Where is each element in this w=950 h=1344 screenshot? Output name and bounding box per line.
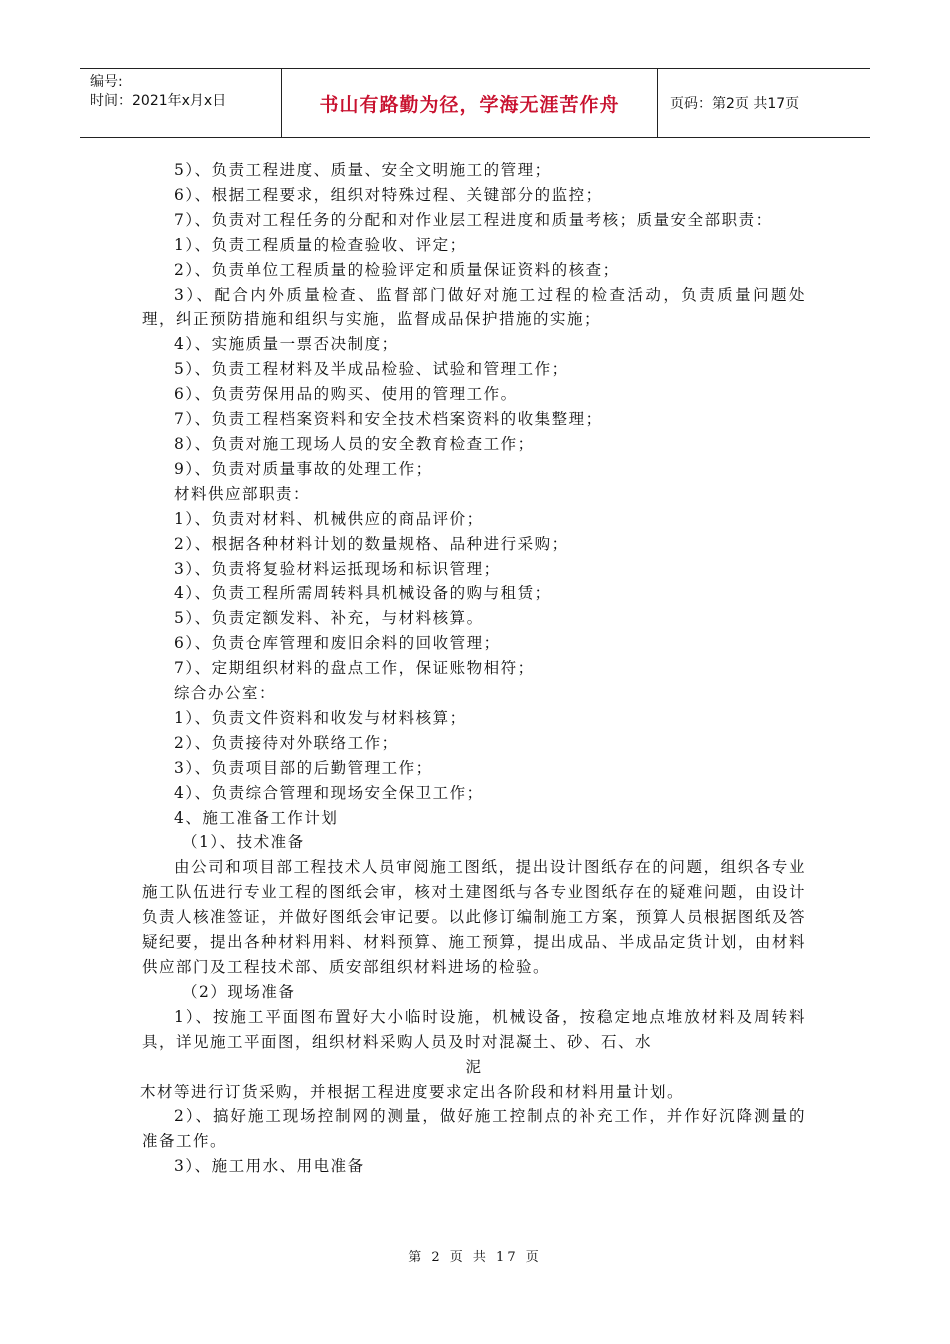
- paragraph: 3）、负责项目部的后勤管理工作；: [174, 758, 433, 777]
- section-heading: 综合办公室：: [174, 684, 277, 703]
- subsection-heading: （2）现场准备: [182, 982, 296, 1001]
- header-meta: [80, 69, 282, 137]
- paragraph: 4）、负责综合管理和现场安全保卫工作；: [174, 783, 484, 802]
- paragraph: 6）、负责劳保用品的购买、使用的管理工作。: [174, 385, 518, 404]
- paragraph: 1）、负责对材料、机械供应的商品评价；: [174, 509, 484, 528]
- page-footer: [0, 1246, 950, 1265]
- paragraph: 7）、负责对工程任务的分配和对作业层工程进度和质量考核；质量安全部职责：: [174, 210, 773, 229]
- paragraph: 1）、负责文件资料和收发与材料核算；: [174, 708, 467, 727]
- paragraph: 7）、负责工程档案资料和安全技术档案资料的收集整理；: [174, 410, 603, 429]
- section-heading: 4、施工准备工作计划: [174, 808, 339, 827]
- header-page-info: 页码：第2页 共17页: [670, 96, 800, 112]
- paragraph: 2）、负责单位工程质量的检验评定和质量保证资料的核查；: [174, 260, 620, 279]
- paragraph: 6）、负责仓库管理和废旧余料的回收管理；: [174, 634, 501, 653]
- paragraph: 木材等进行订货采购，并根据工程进度要求定出各阶段和材料用量计划。: [140, 1082, 685, 1101]
- footer-page-number: 第 2 页 共 17 页: [408, 1250, 542, 1265]
- paragraph: 5）、负责工程材料及半成品检验、试验和管理工作；: [174, 360, 569, 379]
- paragraph: 7）、定期组织材料的盘点工作，保证账物相符；: [174, 659, 535, 678]
- number-label: 编号:: [90, 74, 123, 90]
- paragraph: 3）、负责将复验材料运抵现场和标识管理；: [174, 559, 501, 578]
- document-body: [142, 158, 806, 1179]
- paragraph: 3）、施工用水、用电准备: [174, 1157, 365, 1176]
- paragraph: 1）、按施工平面图布置好大小临时设施，机械设备，按稳定地点堆放材料及周转料具，详见施工平面图，组织材料采购人员及时对混凝土、砂、石、水: [142, 1007, 806, 1051]
- header-motto: 书山有路勤为径，学海无涯苦作舟: [282, 69, 658, 137]
- paragraph: 5）、负责工程进度、质量、安全文明施工的管理；: [174, 161, 552, 179]
- paragraph: 4）、实施质量一票否决制度；: [174, 335, 399, 354]
- paragraph: 5）、负责定额发料、补充，与材料核算。: [174, 609, 484, 628]
- page-header: [80, 68, 870, 138]
- section-heading: 材料供应部职责：: [174, 484, 311, 503]
- paragraph: 2）、搞好施工现场控制网的测量，做好施工控制点的补充工作，并作好沉降测量的准备工作。: [142, 1107, 806, 1151]
- subsection-heading: （1）、技术准备: [182, 833, 305, 852]
- paragraph: 2）、根据各种材料计划的数量规格、品种进行采购；: [174, 534, 569, 553]
- paragraph: 1）、负责工程质量的检查验收、评定；: [174, 235, 467, 254]
- paragraph: 8）、负责对施工现场人员的安全教育检查工作；: [174, 434, 535, 453]
- paragraph-fragment: 泥: [465, 1057, 483, 1076]
- paragraph: 6）、根据工程要求，组织对特殊过程、关键部分的监控；: [174, 185, 603, 204]
- time-label: 时间：2021年x月x日: [90, 93, 227, 109]
- paragraph: 9）、负责对质量事故的处理工作；: [174, 459, 433, 478]
- paragraph: 2）、负责接待对外联络工作；: [174, 733, 399, 752]
- paragraph: 3）、配合内外质量检查、监督部门做好对施工过程的检查活动，负责质量问题处理，纠正预防措施和组织与实施，监督成品保护措施的实施；: [142, 285, 806, 329]
- paragraph: 4）、负责工程所需周转料具机械设备的购与租赁；: [174, 584, 552, 603]
- paragraph: 由公司和项目部工程技术人员审阅施工图纸，提出设计图纸存在的问题，组织各专业施工队伍进行专业工程的图纸会审，核对土建图纸与各专业图纸存在的疑难问题，由设计负责人核准签证，并做好图纸会审记要。以此修订编制施工方案，预算人员根据图纸及答疑纪要，提出各种材料用料、材料预算、施工预算，提出成品、半成品定货计划，由材料供应部门及工程技术部、质安部组织材料进场的检验。: [142, 858, 806, 976]
